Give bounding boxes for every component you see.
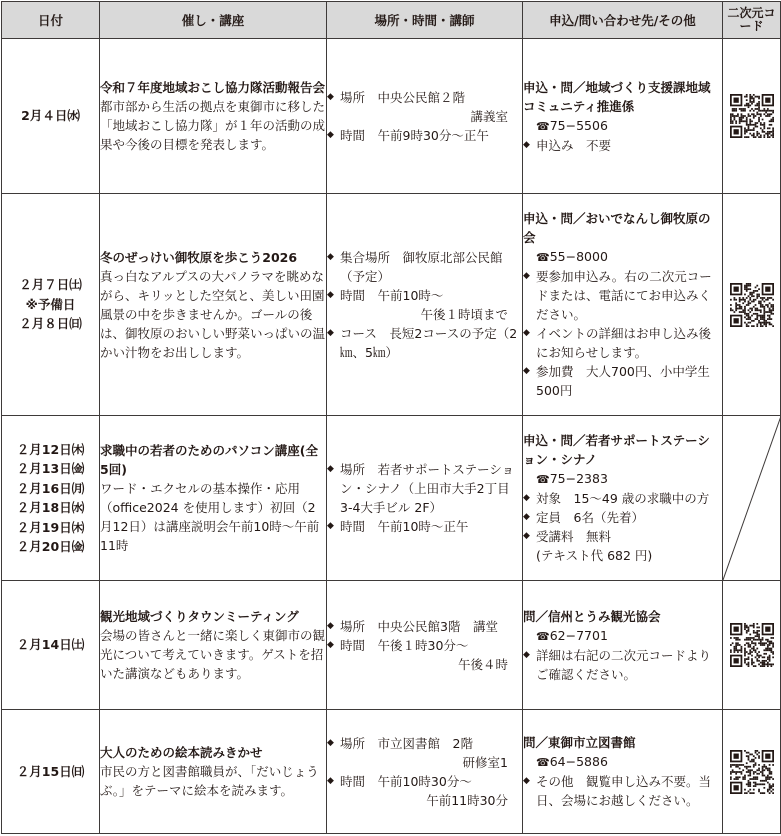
bullet-icon: ◆	[327, 521, 334, 531]
place-cell	[327, 39, 523, 194]
place-text: 長短2コースの予定（2㎞、5㎞）	[340, 325, 518, 360]
qr-code-icon[interactable]	[730, 623, 774, 667]
events-table	[1, 1, 781, 834]
table-row	[2, 710, 781, 834]
event-description: 都市部から生活の拠点を東御市に移した「地域おこし協力隊」が１年の活動の成果や今後の目標を発表します。	[100, 99, 326, 152]
qr-cell	[723, 710, 781, 834]
place-item	[327, 617, 522, 636]
place-item	[327, 772, 522, 791]
place-text: 午前10時～正午	[377, 519, 469, 534]
table-row	[2, 581, 781, 710]
place-label: 場所	[340, 462, 366, 477]
event-title: 観光地域づくりタウンミーティング	[100, 609, 299, 624]
empty-diagonal-line	[723, 416, 781, 580]
contact-item: ◆ 参加費 大人700円、小中学生500円	[523, 364, 710, 398]
bullet-icon: ◆	[523, 776, 530, 786]
phone-number: 75−5506	[549, 117, 608, 133]
place-label: 場所	[340, 735, 366, 751]
event-description: 会場の皆さんと一緒に楽しく東御市の観光について考えていきます。ゲストを招いた講演などもあります。	[100, 628, 326, 681]
header-qr: 二次元コード	[723, 2, 781, 39]
qr-cell	[723, 581, 781, 710]
place-label: 時間	[340, 287, 366, 303]
event-cell	[100, 194, 327, 416]
place-label: 時間	[340, 127, 366, 143]
event-cell	[100, 710, 327, 834]
event-date: ２月14日㈯	[16, 637, 85, 653]
place-text: 午後１時30分～	[377, 637, 469, 653]
place-text: 御牧原北部公民館（予定）	[340, 249, 503, 284]
event-title: 求職中の若者のためのパソコン講座(全5回)	[100, 443, 318, 477]
place-item	[327, 88, 522, 107]
bullet-icon: ◆	[523, 139, 530, 150]
contact-head: 申込・問／おいでなんし御牧原の会	[523, 211, 711, 245]
contact-item: ◆ 対象 15～49 歳の求職中の方	[523, 491, 710, 506]
header-row	[2, 2, 781, 39]
qr-code-icon[interactable]	[730, 750, 774, 794]
place-text: 中央公民館3階 講堂	[377, 618, 498, 634]
date-cell	[2, 416, 100, 581]
place-item	[327, 460, 522, 517]
event-date: ２月20日㈮	[16, 539, 85, 554]
contact-cell	[523, 416, 723, 581]
table-row	[2, 194, 781, 416]
contact-head: 申込・問／若者サポートステーション・シナノ	[523, 433, 710, 467]
contact-head: 問／東御市立図書館	[523, 735, 636, 750]
bullet-icon: ◆	[327, 251, 334, 262]
contact-item: ◆ 詳細は右記の二次元コードよりご確認ください。	[523, 647, 712, 682]
event-cell	[100, 416, 327, 581]
event-description: 市民の方と図書館職員が、「だいじょうぶ。」をテーマに絵本を読みます。	[100, 764, 319, 798]
contact-phone	[523, 626, 722, 646]
bullet-icon: ◆	[327, 289, 334, 300]
contact-item: ◆ 要参加申込み。右の二次元コードまたは、電話にてお申込みください。	[523, 269, 712, 322]
place-item	[327, 286, 522, 305]
event-date: 2月４日㈬	[21, 108, 80, 124]
bullet-icon: ◆	[327, 327, 334, 338]
event-date: ２月15日㈰	[16, 763, 85, 779]
phone-icon: ☎	[536, 756, 550, 769]
header-place: 場所・時間・講師	[327, 2, 523, 39]
event-date: ２月12日㈭	[16, 441, 85, 457]
event-date: ２月18日㈬	[16, 500, 85, 515]
place-cell	[327, 710, 523, 834]
event-date: ２月13日㈮	[16, 461, 85, 476]
place-text: 午前9時30分～正午	[377, 127, 489, 143]
place-item	[327, 636, 522, 655]
date-cell	[2, 39, 100, 194]
qr-code-icon[interactable]	[730, 283, 774, 327]
place-item	[327, 324, 522, 362]
bullet-icon: ◆	[523, 649, 530, 660]
date-cell	[2, 194, 100, 416]
table-row	[2, 39, 781, 194]
phone-icon: ☎	[536, 629, 550, 643]
contact-cell	[523, 39, 723, 194]
place-label: 時間	[340, 519, 366, 534]
date-cell	[2, 581, 100, 710]
header-event: 催し・講座	[100, 2, 327, 39]
contact-phone	[523, 469, 722, 489]
place-label: コース	[340, 325, 377, 341]
place-text: 若者サポートステーション・シナノ（上田市大手2丁目3-4大手ビル 2F）	[340, 462, 515, 515]
place-item	[327, 734, 522, 753]
bullet-icon: ◆	[523, 512, 530, 522]
bullet-icon: ◆	[523, 493, 530, 503]
bullet-icon: ◆	[523, 328, 530, 338]
place-cell	[327, 416, 523, 581]
event-description: ワード・エクセルの基本操作・応用（office2024 を使用します）初回（2月12日）は講座説明会午前10時～午前11時	[100, 481, 320, 553]
date-cell	[2, 710, 100, 834]
event-date: ２月８日㈰	[19, 316, 82, 332]
phone-icon: ☎	[536, 473, 550, 486]
bullet-icon: ◆	[327, 639, 334, 650]
event-title: 令和７年度地域おこし協力隊活動報告会	[100, 80, 326, 95]
phone-number: 75−2383	[549, 471, 608, 486]
contact-tail: (テキスト代 682 円)	[536, 548, 653, 563]
event-date: ２月７日㈯	[19, 277, 82, 293]
place-label: 場所	[340, 89, 366, 105]
event-title: 大人のための絵本読みきかせ	[100, 745, 263, 760]
contact-phone	[523, 116, 722, 136]
place-continuation: 午前11時30分	[426, 792, 508, 808]
contact-cell	[523, 194, 723, 416]
bullet-icon: ◆	[327, 91, 334, 102]
place-item	[327, 248, 522, 286]
place-text: 午前10時30分～	[377, 773, 472, 789]
contact-item: ◆ 定員 6名（先着）	[523, 510, 644, 525]
header-date: 日付	[2, 2, 100, 39]
place-label: 時間	[340, 637, 366, 653]
place-cell	[327, 581, 523, 710]
event-date: ２月19日㈭	[16, 519, 85, 535]
bullet-icon: ◆	[523, 531, 530, 541]
contact-item: ◆ 受講料 無料	[523, 529, 612, 544]
place-text: 市立図書館 2階	[377, 735, 473, 751]
contact-item: ◆ その他 観覧申し込み不要。当日、会場にお越しください。	[523, 774, 712, 808]
bullet-icon: ◆	[523, 366, 530, 376]
bullet-icon: ◆	[327, 775, 334, 786]
bullet-icon: ◆	[327, 737, 334, 748]
place-label: 集合場所	[340, 249, 391, 265]
place-text: 中央公民館２階	[377, 89, 466, 105]
place-item	[327, 126, 522, 145]
phone-icon: ☎	[536, 251, 550, 264]
table-row	[2, 416, 781, 581]
qr-cell	[723, 39, 781, 194]
phone-number: 55−8000	[549, 249, 608, 264]
contact-item: ◆ イベントの詳細はお申し込み後にお知らせします。	[523, 326, 712, 360]
event-date: ※予備日	[25, 296, 76, 312]
place-continuation: 研修室1	[462, 754, 508, 770]
place-continuation: 講義室	[470, 108, 508, 124]
header-contact: 申込/問い合わせ先/その他	[523, 2, 723, 39]
place-text: 午前10時～	[377, 287, 444, 303]
event-cell	[100, 39, 327, 194]
bullet-icon: ◆	[523, 271, 530, 281]
contact-head: 問／信州とうみ観光協会	[523, 608, 661, 624]
bullet-icon: ◆	[327, 464, 334, 474]
contact-head: 申込・問／地域づくり支援課地域コミュニティ推進係	[523, 79, 711, 114]
place-label: 場所	[340, 618, 366, 634]
contact-phone	[523, 752, 722, 772]
bullet-icon: ◆	[327, 620, 334, 631]
event-title: 冬のぜっけい御牧原を歩こう2026	[100, 249, 298, 265]
place-label: 時間	[340, 773, 366, 789]
event-cell	[100, 581, 327, 710]
phone-icon: ☎	[536, 119, 550, 133]
place-continuation: 午後１時頃まで	[420, 306, 508, 322]
qr-cell	[723, 194, 781, 416]
qr-cell	[723, 416, 781, 581]
place-cell	[327, 194, 523, 416]
qr-code-icon[interactable]	[730, 94, 774, 138]
event-description: 真っ白なアルプスの大パノラマを眺めながら、キリッとした空気と、美しい田園風景の中を歩きませんか。ゴールの後は、御牧原のおいしい野菜いっぱいの温かい汁物をお出しします。	[100, 268, 326, 360]
contact-cell	[523, 710, 723, 834]
contact-cell	[523, 581, 723, 710]
phone-number: 62−7701	[549, 627, 608, 643]
bullet-icon: ◆	[327, 129, 334, 140]
event-date: ２月16日㈪	[16, 480, 85, 496]
contact-item: ◆ 申込み 不要	[523, 137, 612, 153]
place-continuation: 午後４時	[457, 656, 508, 672]
phone-number: 64−5886	[549, 754, 608, 769]
contact-phone	[523, 247, 722, 267]
place-item	[327, 517, 522, 536]
